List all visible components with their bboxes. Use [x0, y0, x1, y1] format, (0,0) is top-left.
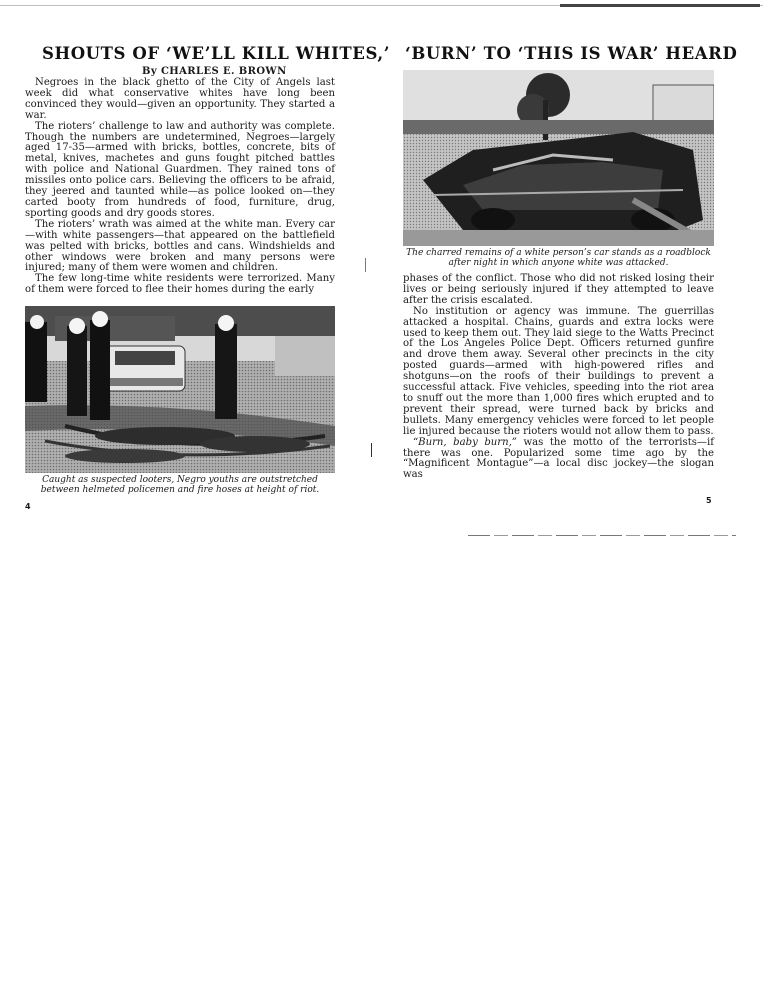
- left-headline: SHOUTS OF ‘WE’LL KILL WHITES,’: [42, 44, 391, 63]
- article-paragraph: No institution or agency was immune. The guerrillas attacked a hospital. Chains, guards and extra locks were used to keep them out. They laid siege to the Watts Precinct of the Los Angeles Police Dept. Officers returned gunfire and drove them away. Several other precincts in the city posted guards—armed with high-powered rifles and shotguns—on the roofs of their buildings to prevent a successful attack. Five vehicles, speeding into the riot area to snuff out the more than 1,000 fires which erupted and to prevent their spread, were turned back by bricks and bullets. Many emergency vehicles were forced to let people lie injured because the rioters would not allow them to pass.: [403, 305, 714, 437]
- article-paragraph: The rioters’ challenge to law and authority was complete. Though the numbers are undetermined, Negroes—largely aged 17-35—armed with bricks, bottles, concrete, bits of metal, knives, machetes and guns fought pitched battles with police and National Guardmen. They rained tons of missiles onto police cars. Believing the officers to be afraid, they jeered and taunted while—as police looked on—they carted booty from hundreds of food, furniture, drug, sporting goods and dry goods stores.: [25, 120, 335, 219]
- right-page-number: 5: [706, 496, 712, 505]
- burned-car-photo: [403, 70, 714, 246]
- riot-police-photo-image: [25, 306, 335, 473]
- paragraph-text: was the motto of the terrorists—if there was one. Popularized some time ago by the “Magnificent Montague”—a local disc jockey—the slogan was: [403, 436, 714, 481]
- right-headline: ‘BURN’ TO ‘THIS IS WAR’ HEARD: [405, 44, 738, 63]
- left-article-column: [25, 78, 335, 296]
- article-paragraph: Negroes in the black ghetto of the City of Angels last week did what conservative whites have long been convinced they would—given an opportunity. They started a war.: [25, 77, 335, 121]
- gutter-mark: [371, 443, 372, 457]
- left-photo-caption: Caught as suspected looters, Negro youths are outstretched between helmeted policemen and fire hoses at height of riot.: [40, 475, 320, 495]
- article-paragraph: The few long-time white residents were terrorized. Many of them were forced to flee their homes during the early: [25, 273, 335, 296]
- bottom-rule: [468, 535, 736, 536]
- right-photo-caption: The charred remains of a white person’s car stands as a roadblock after night in which anyone white was attacked.: [406, 248, 711, 268]
- burned-car-photo-image: [403, 70, 714, 246]
- slogan-quote: “Burn, baby burn,”: [413, 436, 517, 448]
- article-paragraph: phases of the conflict. Those who did not risked losing their lives or being seriously injured if they attempted to leave after the crisis escalated.: [403, 273, 714, 306]
- right-article-column: [403, 274, 714, 481]
- byline: By CHARLES E. BROWN: [142, 66, 287, 77]
- article-paragraph: The rioters’ wrath was aimed at the white man. Every car—with white passengers—that appeared on the battlefield was pelted with bricks, bottles and cans. Windshields and other windows were broken and many persons were injured; many of them were women and children.: [25, 218, 335, 274]
- riot-police-photo: [25, 306, 335, 473]
- gutter-mark: [365, 258, 366, 272]
- top-rule-dark: [560, 4, 760, 7]
- article-paragraph: [403, 438, 714, 482]
- left-page-number: 4: [25, 502, 31, 511]
